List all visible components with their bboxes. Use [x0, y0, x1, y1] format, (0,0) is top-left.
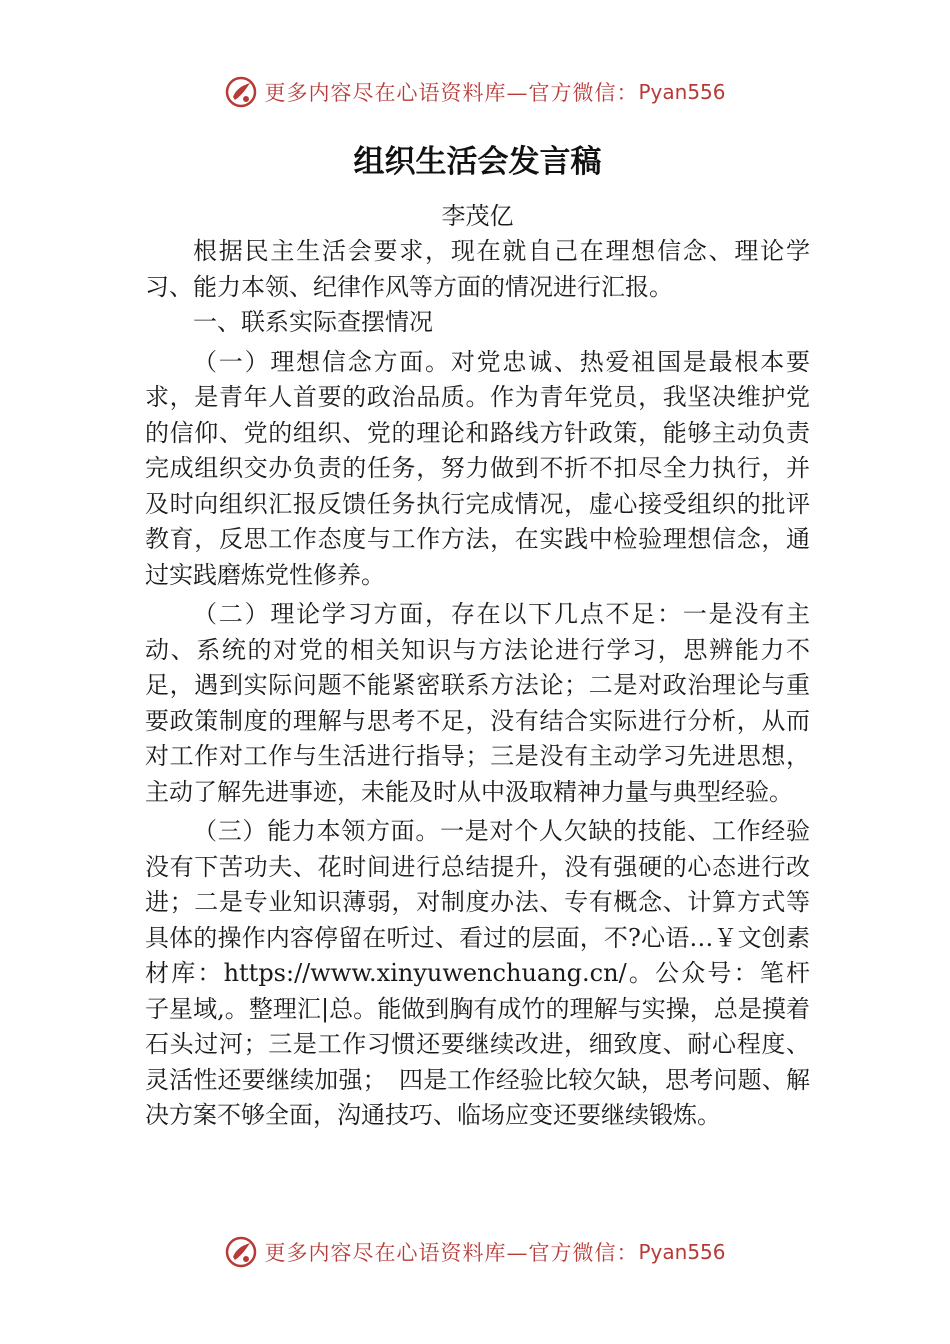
paragraph-ability: （三）能力本领方面。一是对个人欠缺的技能、工作经验没有下苦功夫、花时间进行总结提升，没有强硬的心态进行改进；二是专业知识薄弱，对制度办法、专有概念、计算方式等具体的操作内容停留在听过、看过的层面，不?心语…￥文创素材库：https://www.xinyuwenchuang.cn/。公众号：笔杆子星域,。整理汇|总。能做到胸有成竹的理解与实操，总是摸着石头过河；三是工作习惯还要继续改进，细致度、耐心程度、灵活性还要继续加强； 四是工作经验比较欠缺，思考问题、解决方案不够全面，沟通技巧、临场应变还要继续锻炼。: [145, 817, 810, 1129]
banner-text: 更多内容尽在心语资料库—官方微信：: [264, 81, 639, 105]
brand-logo-icon: [224, 75, 258, 109]
paragraph-intro: 根据民主生活会要求，现在就自己在理想信念、理论学习、能力本领、纪律作风等方面的情况进行汇报。: [145, 237, 810, 301]
paragraph-ideals: （一）理想信念方面。对党忠诚、热爱祖国是最根本要求，是青年人首要的政治品质。作为青年党员，我坚决维护党的信仰、党的组织、党的理论和路线方针政策，能够主动负责完成组织交办负责的任务，努力做到不折不扣尽全力执行，并及时向组织汇报反馈任务执行完成情况，虚心接受组织的批评教育，反思工作态度与工作方法，在实践中检验理想信念，通过实践磨炼党性修养。: [145, 347, 810, 589]
document-title: 组织生活会发言稿: [353, 144, 602, 180]
document-author: 李茂亿: [441, 202, 514, 230]
banner-text: 更多内容尽在心语资料库—官方微信：: [264, 1241, 639, 1265]
banner-wechat-id: Pyan556: [638, 80, 726, 104]
document-body: [145, 140, 810, 1134]
header-banner: [0, 72, 950, 112]
footer-banner: [0, 1232, 950, 1272]
section-heading: 一、联系实际查摆情况: [193, 308, 433, 336]
paragraph-theory: （二）理论学习方面，存在以下几点不足：一是没有主动、系统的对党的相关知识与方法论进行学习，思辨能力不足，遇到实际问题不能紧密联系方法论；二是对政治理论与重要政策制度的理解与思考不足，没有结合实际进行分析，从而对工作对工作与生活进行指导；三是没有主动学习先进思想，主动了解先进事迹，未能及时从中汲取精神力量与典型经验。: [145, 600, 810, 806]
brand-logo-icon: [224, 1235, 258, 1269]
banner-wechat-id: Pyan556: [638, 1240, 726, 1264]
